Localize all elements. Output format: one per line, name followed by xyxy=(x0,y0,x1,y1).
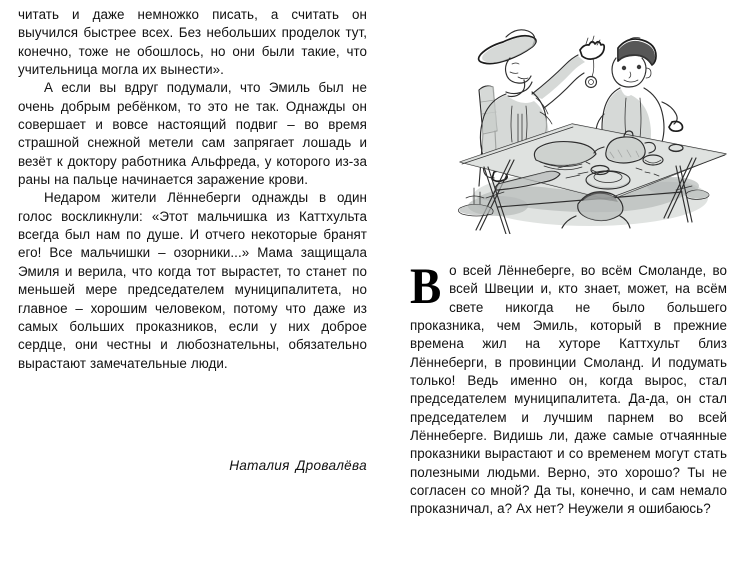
drop-cap-letter: В xyxy=(410,259,442,315)
illustration-svg xyxy=(440,2,740,234)
paragraph-left-3: Недаром жители Лённеберги однажды в один голос воскликнули: «Этот мальчишка из Каттхульта всегда был нам по душе. И отчего некоторые бранят его! Все мальчишки – озорники...» Мама защищала Эмиля и верила, что когда тот вырастет, то станет по меньшей мере председателем муниципалитета, но главное – хорошим человеком, потому что даже из самых больших проказников, если у них доброе сердце, они честны и любознательны, обязательно вырастают замечательные люди. xyxy=(18,190,367,371)
left-text-column xyxy=(18,6,367,373)
paragraph-left-1: читать и даже немножко писать, а считать он выучился быстрее всех. Без небольших проделок тут, конечно, тоже не обошлось, но они были такие, что учительница могла их вынести». xyxy=(18,7,367,78)
author-signature: Наталия Дровалёва xyxy=(229,458,367,473)
illustration-man-and-boy-at-table xyxy=(440,2,740,234)
paragraph-left-2: А если вы вдруг подумали, что Эмиль был не очень добрым ребёнком, то это не так. Однажды он совершает и вовсе настоящий подвиг – во время страшной снежной метели сам запрягает лошадь и везёт к доктору работника Альфреда, у которого из-за раны на пальце начинается заражение крови. xyxy=(18,80,367,188)
right-text-column xyxy=(410,259,727,519)
paragraph-right-1-body: о всей Лённеберге, во всём Смоланде, во всей Швеции и, кто знает, может, на всём свете никогда не было большего проказника, чем Эмиль, который в прежние времена жил на хуторе Каттхульт близ Лённеберги, в провинции Смоланд. И подумать только! Ведь именно он, когда вырос, стал председателем муниципалитета. Да-да, он стал председателем и лучшим парнем во всей Лённеберге. Видишь ли, даже самые отчаянные проказники вырастают и со временем могут стать полезными людьми. Верно, это хорошо? Ты не согласен со мной? Да ты, конечно, и сам немало проказничал, а? Ах нет? Неужели я ошибаюсь? xyxy=(410,263,727,517)
paragraph-right-1 xyxy=(410,259,727,519)
